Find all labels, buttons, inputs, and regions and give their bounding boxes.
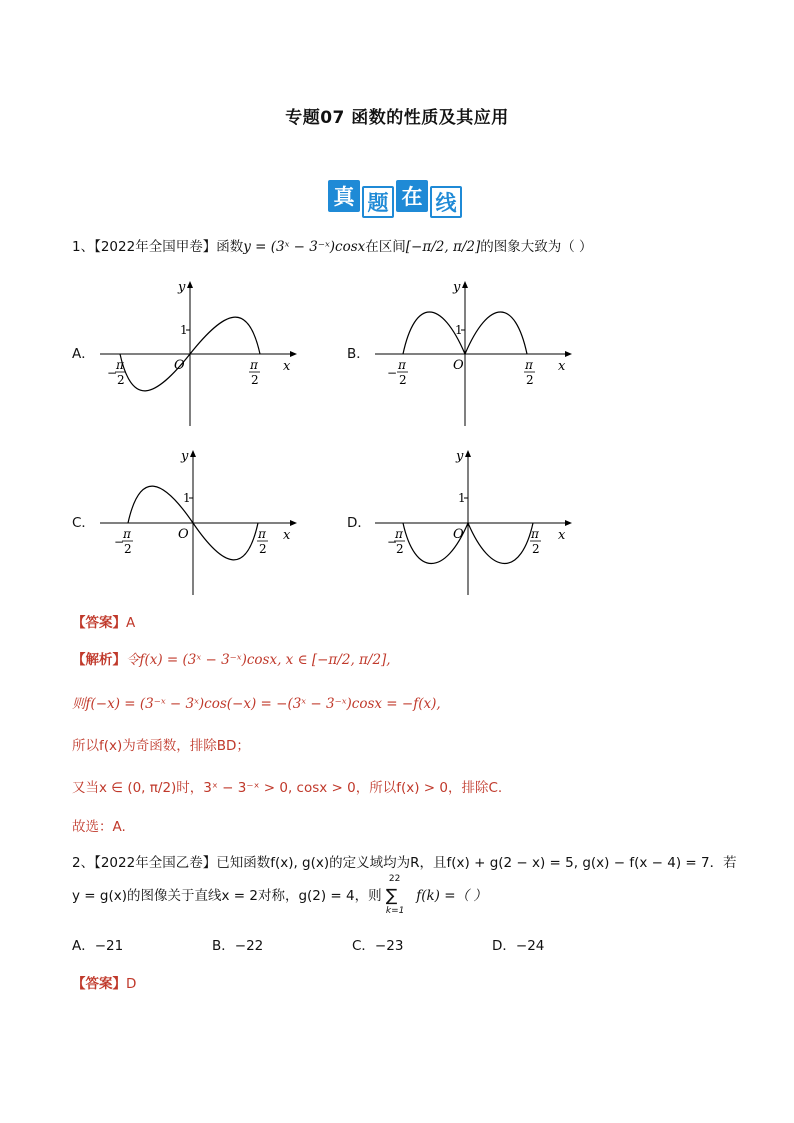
sum-upper: 22 <box>388 874 401 884</box>
answer-value: A <box>126 615 136 631</box>
svg-text:1: 1 <box>455 323 463 337</box>
y-axis-arrow-icon <box>465 450 471 457</box>
graph-option-c <box>100 447 300 597</box>
svg-text:O: O <box>178 527 189 542</box>
svg-text:x: x <box>558 359 566 374</box>
q1-prefix: 1、【2022年全国甲卷】函数 <box>72 239 244 255</box>
analysis-line-3: 所以f(x)为奇函数，排除BD； <box>72 738 250 754</box>
page-title: 专题07 函数的性质及其应用 <box>285 108 509 128</box>
tick-label-one: 1 <box>180 323 188 337</box>
svg-text:y: y <box>456 449 464 464</box>
svg-text:−: − <box>114 535 125 549</box>
svg-text:x: x <box>283 528 291 543</box>
svg-text:O: O <box>453 358 464 373</box>
tick-two-right: 2 <box>251 373 259 387</box>
svg-text:x: x <box>558 528 566 543</box>
svg-text:π: π <box>531 527 539 541</box>
banner-char: 线 <box>430 186 462 218</box>
x-axis-arrow-icon <box>565 520 572 526</box>
svg-text:O: O <box>453 527 464 542</box>
banner-char: 真 <box>328 180 360 212</box>
svg-text:y: y <box>453 280 461 295</box>
banner-char: 在 <box>396 180 428 212</box>
analysis-tag: 【解析】 <box>72 652 126 668</box>
svg-text:2: 2 <box>399 373 407 387</box>
tick-minus: − <box>107 366 118 380</box>
section-banner <box>328 180 462 218</box>
svg-text:2: 2 <box>259 542 267 556</box>
graph-option-a <box>100 278 300 428</box>
analysis-line-5: 故选：A. <box>72 819 126 835</box>
question-1 <box>72 235 593 255</box>
tick-two-left: 2 <box>117 373 125 387</box>
svg-text:1: 1 <box>458 491 466 505</box>
option-a-label: A． <box>72 346 95 362</box>
svg-text:2: 2 <box>396 542 404 556</box>
svg-text:π: π <box>398 358 406 372</box>
tick-pi-right: π <box>250 358 258 372</box>
x-axis-arrow-icon <box>565 351 572 357</box>
sum-lower: k=1 <box>385 906 405 916</box>
svg-text:2: 2 <box>532 542 540 556</box>
y-axis-arrow-icon <box>190 450 196 457</box>
q1-function: y = (3ˣ − 3⁻ˣ)cosx <box>243 239 366 255</box>
analysis-line-1: 【解析】令f(x) = (3ˣ − 3⁻ˣ)cosx, x ∈ [−π/2, π/2], <box>72 652 391 668</box>
answer-tag: 【答案】 <box>72 976 126 992</box>
svg-text:2: 2 <box>526 373 534 387</box>
svg-text:y: y <box>181 449 189 464</box>
tick-pi-left: π <box>116 358 124 372</box>
sum-symbol: ∑ <box>385 886 398 906</box>
graph-option-d <box>375 447 575 597</box>
choice-c: C．−23 <box>352 938 404 954</box>
svg-text:π: π <box>258 527 266 541</box>
x-axis-arrow-icon <box>290 520 297 526</box>
choice-b: B．−22 <box>212 938 264 954</box>
summation <box>385 874 412 916</box>
graph-option-b <box>375 278 575 428</box>
axis-label-y: y <box>178 280 186 295</box>
svg-text:π: π <box>123 527 131 541</box>
question-2-choices <box>72 934 632 954</box>
analysis-line-4: 又当x ∈ (0, π/2)时，3ˣ − 3⁻ˣ > 0, cosx > 0，所以f(x) > 0，排除C. <box>72 780 503 796</box>
question-2-line-1: 2、【2022年全国乙卷】已知函数f(x), g(x)的定义域均为R，且f(x) + g(2 − x) = 5, g(x) − f(x − 4) = 7．若 <box>72 855 737 871</box>
choice-a: A．−21 <box>72 938 124 954</box>
svg-text:−: − <box>387 366 398 380</box>
analysis-line-2: 则f(−x) = (3⁻ˣ − 3ˣ)cos(−x) = −(3ˣ − 3⁻ˣ)cosx = −f(x), <box>72 696 441 712</box>
y-axis-arrow-icon <box>462 281 468 288</box>
y-axis-arrow-icon <box>187 281 193 288</box>
q1-interval: [−π/2, π/2] <box>405 239 481 255</box>
option-b-label: B． <box>347 346 370 362</box>
origin-label: O <box>174 358 185 373</box>
svg-text:1: 1 <box>183 491 191 505</box>
option-d-label: D． <box>347 515 371 531</box>
q1-mid: 在区间 <box>365 239 406 255</box>
svg-text:π: π <box>395 527 403 541</box>
answer-2 <box>72 972 136 992</box>
q1-suffix: 的图象大致为（ ） <box>480 239 593 255</box>
choice-d: D．−24 <box>492 938 545 954</box>
svg-text:−: − <box>387 535 398 549</box>
option-c-label: C． <box>72 515 95 531</box>
svg-text:π: π <box>525 358 533 372</box>
axis-label-x: x <box>283 359 291 374</box>
answer-value: D <box>126 976 137 992</box>
svg-text:2: 2 <box>124 542 132 556</box>
question-2-line-2: y = g(x)的图像关于直线x = 2对称，g(2) = 4，则 22 ∑ k=1 f(k) =（ ） <box>72 874 487 916</box>
answer-tag: 【答案】 <box>72 615 126 631</box>
answer-1 <box>72 611 135 631</box>
x-axis-arrow-icon <box>290 351 297 357</box>
banner-char: 题 <box>362 186 394 218</box>
